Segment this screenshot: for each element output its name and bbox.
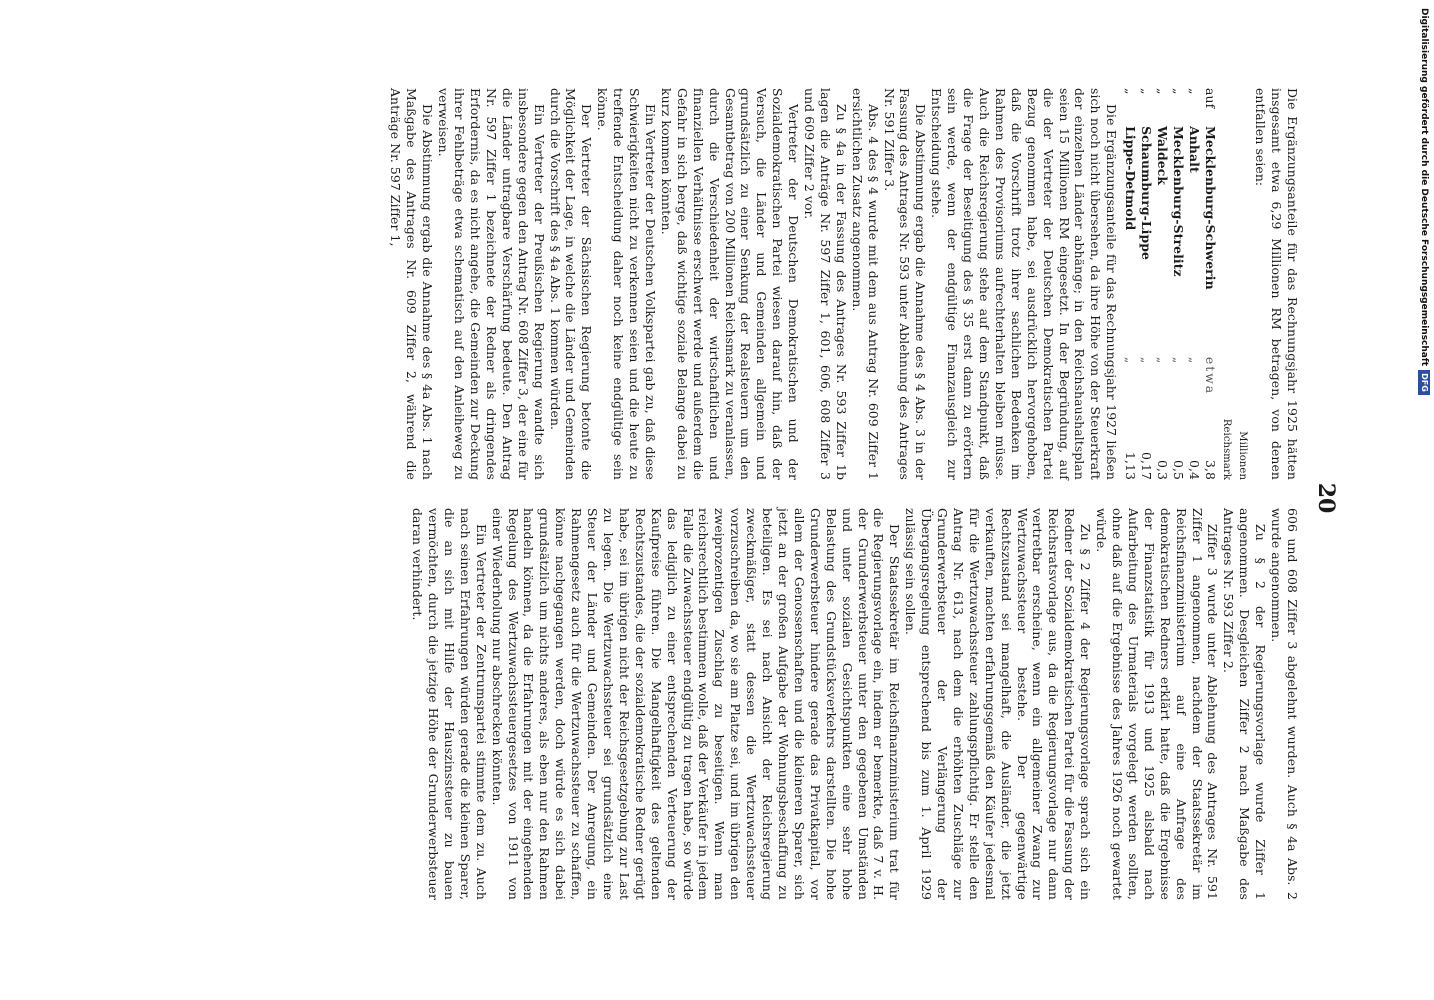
table-header-unit: Millionen Reichsmark bbox=[1221, 418, 1249, 480]
table-row: „ Mecklenburg-Strelitz „ 0,5 bbox=[1171, 88, 1187, 480]
paragraph: Der Vertreter der Sächsischen Regierung betonte die Möglichkeit der Lage, in welche die Länder und Gemeinden durch die Vorschrift des § 4a Abs. 1 kommen würden. bbox=[547, 88, 595, 480]
paragraph: Ein Vertreter der Deutschen Volkspartei gab zu, daß diese Schwierigkeiten nicht zu verkennen seien und die heute zu treffende Entscheidung daher noch keine endgültige sein könne. bbox=[595, 88, 658, 480]
left-column bbox=[388, 88, 1300, 480]
credit-text: Digitalisierung gefördert durch die Deutsche Forschungsgemeinschaft bbox=[1419, 8, 1429, 367]
paragraph: Zu § 4a in der Fassung des Antrages Nr. 593 Ziffer 1b lagen die Anträge Nr. 597 Ziffer 1, 601, 606, 608 Ziffer 3 und 609 Ziffer 2 vor. bbox=[802, 88, 849, 480]
paragraph: Die Ergänzungsanteile für das Rechnungsjahr 1927 ließen sich noch nicht übersehen, da ihre Höhe von der Steuerkraft der einzelnen Länder abhänge; in den Reichshaushaltsplan seien 15 Millionen RM eingesetzt. In der Begründung, auf die der Vertreter der Deutschen Demokratischen Partei Bezug genommen habe, sei ausdrücklich hervorgehoben, daß die Vorschrift trotz ihrer sachlichen Bedenken im Rahmen des Provisoriums aufrechterhalten bleiben müsse. Auch die Reichsregierung stehe auf dem Standpunkt, daß die Frage der Beseitigung des § 35 erst dann zu erörtern sein werde, wenn der endgültige Finanzausgleich zur Entscheidung stehe. bbox=[929, 88, 1120, 480]
paragraph: Ziffer 3 wurde unter Ablehnung des Antrages Nr. 591 Ziffer 1 angenommen, nachdem der Staatssekretär im Reichsfinanzministerium auf eine Anfrage des demokratischen Redners erklärt hatte, daß die Ergebnisse der Finanzstatistik für 1913 und 1925 alsbald nach Aufarbeitung des Urmaterials vorgelegt werden sollten, ohne daß auf die Ergebnisse des Jahres 1926 noch gewartet würde. bbox=[1094, 508, 1221, 900]
paragraph: Die Abstimmung ergab die Annahme des § 4a Abs. 1 nach Maßgabe des Antrages Nr. 609 Ziffer 2, während die Anträge Nr. 597 Ziffer 1, bbox=[388, 88, 436, 480]
paragraph: 606 und 608 Ziffer 3 abgelehnt wurden. Auch § 4a Abs. 2 wurde angenommen. bbox=[1269, 508, 1300, 900]
table-row: „ Waldeck „ 0,3 bbox=[1155, 88, 1171, 480]
paragraph: Die Abstimmung ergab die Annahme des § 4 Abs. 3 in der Fassung des Antrages Nr. 593 unter Ablehnung des Antrages Nr. 591 Ziffer 3. bbox=[881, 88, 929, 480]
paragraph: Ein Vertreter der Preußischen Regierung wandte sich insbesondere gegen den Antrag Nr. 608 Ziffer 3, der eine für die Länder untragbare Verschärfung bedeute. Den Antrag Nr. 597 Ziffer 1 bezeichnete der Redner als dringendes Erfordernis, da es nicht angehe, die Gemeinden zur Deckung ihrer Fehlbeträge etwa schematisch auf den Anleiheweg zu verweisen. bbox=[436, 88, 547, 480]
paragraph: Zu § 2 Ziffer 4 der Regierungsvorlage sprach sich ein Redner der Sozialdemokratischen Partei für die Fassung der Reichsratsvorlage aus, da die Regierungsvorlage nur dann vertretbar erscheine, wenn ein allgemeiner Zwang zur Wertzuwachssteuer bestehe. Der gegenwärtige Rechtszustand sei mangelhaft, die Ausländer, die jetzt verkauften, machten erfahrungsgemäß den Käufer jedesmal für die Wertzuwachssteuer zahlungspflichtig. Er stelle den Antrag Nr. 613, nach dem die erhöhten Zuschläge zur Grunderwerbsteuer der Verlängerung der Übergangsregelung entsprechend bis zum 1. April 1929 zulässig sein sollen. bbox=[903, 508, 1094, 900]
table-row: „ Lippe-Detmold „ 1,13 bbox=[1123, 88, 1139, 480]
paragraph: Zu § 2 der Regierungsvorlage wurde Ziffer 1 angenommen. Desgleichen Ziffer 2 nach Maßgabe des Antrages Nr. 593 Ziffer 2. bbox=[1221, 508, 1269, 900]
paragraph: Abs. 4 des § 4 wurde mit dem aus Antrag Nr. 609 Ziffer 1 ersichtlichen Zusatz angenommen. bbox=[849, 88, 881, 480]
right-column bbox=[409, 508, 1300, 900]
table-row: auf Mecklenburg-Schwerin etwa 3,8 bbox=[1203, 88, 1219, 480]
rotated-text-block bbox=[50, 88, 1340, 908]
digitization-credit bbox=[1416, 8, 1432, 390]
table-row: „ Schaumburg-Lippe „ 0,17 bbox=[1139, 88, 1155, 480]
page-number: 20 bbox=[1313, 482, 1339, 514]
state-allocation-table bbox=[1122, 88, 1250, 480]
paragraph: Vertreter der Deutschen Demokratischen und der Sozialdemokratischen Partei wiesen darauf hin, daß der Versuch, die Länder und Gemeinden allgemein und grundsätzlich zu einer Senkung der Realsteuern um den Gesamtbetrag von 200 Millionen Reichsmark zu veranlassen, durch die Verschiedenheit der wirtschaftlichen und finanziellen Verhältnisse erschwert werde und außerdem die Gefahr in sich berge, daß wichtige soziale Belange dabei zu kurz kommen könnten. bbox=[658, 88, 802, 480]
paragraph: Der Staatssekretär im Reichsfinanzministerium trat für die Regierungsvorlage ein, indem er bemerkte, daß 7 v. H. der Grunderwerbsteuer unter den gegebenen Umständen und unter sozialen Gesichtspunkten eine sehr hohe Belastung des Grundstücksverkehrs darstellten. Die hohe Grunderwerbsteuer hindere gerade das Privatkapital, vor allem der Genossenschaften und die kleineren Sparer, sich jetzt an der großen Aufgabe der Wohnungsbeschaffung zu beteiligen. Es sei nach Ansicht der Reichsregierung zweckmäßiger, statt dessen die Wertzuwachssteuer vorzuschreiben da, wo sie am Platze sei, und im übrigen den zweiprozentigen Zuschlag zu beseitigen. Wenn man reichsrechtlich bestimmen wolle, daß der Verkäufer in jedem Falle die Zuwachssteuer endgültig zu tragen habe, so würde das lediglich zu einer entsprechenden Verteuerung der Kaufpreise führen. Die Mangelhaftigkeit des geltenden Rechtszustandes, die der sozialdemokratische Redner gerügt habe, sei im übrigen nicht der Reichsgesetzgebung zur Last zu legen. Die Wertzuwachssteuer sei grundsätzlich eine Steuer der Länder und Gemeinden. Der Anregung, ein Rahmengesetz auch für die Wertzuwachssteuer zu schaffen, könne nachgegangen werden, doch würde es sich dabei grundsätzlich um nichts anderes, als eben nur den Rahmen handeln können, da die Erfahrungen mit der eingehenden Regelung des Wertzuwachssteuergesetzes von 1911 von einer Wiederholung nur abschrecken könnten. bbox=[489, 508, 903, 901]
table-row: „ Anhalt „ 0,4 bbox=[1187, 88, 1203, 480]
paragraph: Ein Vertreter der Zentrumspartei stimmte dem zu. Auch nach seinen Erfahrungen würden gerade die kleinen Sparer, die an sich mit Hilfe der Hauszinssteuer zu bauen vermöchten, durch die jetzige Höhe der Grunderwerbsteuer daran verhindert. bbox=[410, 508, 489, 900]
dfg-logo: DFG bbox=[1418, 370, 1430, 395]
intro-paragraph: Die Ergänzungsanteile für das Rechnungsjahr 1925 hätten insgesamt etwa 6,29 Millionen RM betragen, von denen entfallen seien: bbox=[1253, 88, 1300, 480]
